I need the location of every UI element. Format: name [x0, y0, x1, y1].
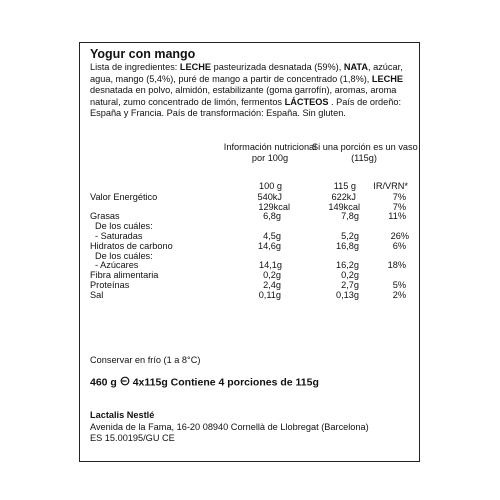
- product-title: Yogur con mango: [90, 47, 196, 61]
- ingredients-segment: pasteurizada desnatada (59%),: [211, 62, 344, 72]
- value-protein-ir: 5%: [392, 280, 406, 290]
- value-fat-ir: 11%: [388, 211, 406, 221]
- value-energy-kcal-100g: 129kcal: [258, 202, 290, 212]
- nutrition-header-portion: Si una porción es un vaso (115g): [312, 142, 418, 163]
- storage-instructions: Conservar en frío (1 a 8°C): [90, 355, 201, 365]
- value-carbs-portion: 16,8g: [336, 241, 359, 251]
- value-fat-100g: 6,8g: [263, 211, 281, 221]
- value-saturated-ir: 26%: [390, 231, 409, 241]
- value-sugars-ir: 18%: [387, 260, 406, 270]
- col-header-ir: IR/VRN*: [373, 181, 408, 191]
- ingredients-text: [90, 62, 415, 120]
- value-salt-ir: 2%: [392, 290, 406, 300]
- col-header-portion: 115 g: [333, 181, 356, 191]
- row-label-fibre: Fibra alimentaria: [90, 270, 159, 280]
- allergen-milk: LECHE: [179, 62, 212, 72]
- net-weight-line: [90, 376, 319, 389]
- value-fibre-100g: 0,2g: [263, 270, 281, 280]
- value-fibre-portion: 0,2g: [341, 270, 359, 280]
- row-label-carbs: Hidratos de carbono: [90, 241, 173, 251]
- value-saturated-100g: 4,5g: [263, 231, 281, 241]
- value-energy-kj-portion: 622kJ: [331, 192, 356, 202]
- row-label-energy: Valor Energético: [90, 192, 158, 202]
- value-sugars-100g: 14,1g: [259, 260, 282, 270]
- value-carbs-ir: 6%: [392, 241, 406, 251]
- col-header-100g: 100 g: [259, 181, 282, 191]
- value-energy-kj-ir: 7%: [392, 192, 406, 202]
- value-carbs-100g: 14,6g: [258, 241, 281, 251]
- portions-info: 4x115g Contiene 4 porciones de 115g: [132, 376, 319, 389]
- value-sugars-portion: 16,2g: [336, 260, 359, 270]
- value-energy-kcal-portion: 149kcal: [328, 202, 360, 212]
- ingredients-segment: desnatada en polvo, almidón, estabilizante (goma garrofín), aromas, aroma natural, zumo concentrado de limón, fermentos: [90, 85, 397, 107]
- ingredients-segment: Lista de ingredientes:: [90, 62, 180, 72]
- allergen-dairy: LÁCTEOS: [284, 96, 329, 107]
- value-salt-portion: 0,13g: [336, 290, 359, 300]
- row-label-carbs-of-which: De los cuáles:: [95, 251, 153, 261]
- ingredients-segment: . País de ordeño: España y Francia. País de transformación: España. Sin gluten.: [90, 96, 402, 119]
- value-protein-portion: 2,7g: [341, 280, 359, 290]
- manufacturer-address: Avenida de la Fama, 16-20 08940 Cornellà de Llobregat (Barcelona): [90, 422, 369, 432]
- value-protein-100g: 2,4g: [263, 280, 281, 290]
- value-energy-kcal-ir: 7%: [392, 202, 406, 212]
- ingredients-segment: , azúcar, agua, mango (5,4%), puré de mango a partir de concentrado (1,8%),: [90, 62, 403, 84]
- row-label-saturated: - Saturadas: [95, 231, 143, 241]
- nutrition-header-100g: Información nutricional por 100g: [223, 142, 317, 163]
- allergen-cream: NATA: [343, 62, 368, 72]
- value-saturated-portion: 5,2g: [341, 231, 359, 241]
- estimated-sign-icon: [120, 376, 130, 389]
- manufacturer-name: Lactalis Nestlé: [90, 410, 155, 420]
- allergen-milk: LECHE: [371, 73, 404, 84]
- row-label-protein: Proteínas: [90, 280, 130, 290]
- row-label-salt: Sal: [90, 290, 104, 300]
- row-label-fat: Grasas: [90, 211, 120, 221]
- net-weight: 460 g: [90, 376, 117, 389]
- value-fat-portion: 7,8g: [341, 211, 359, 221]
- value-energy-kj-100g: 540kJ: [257, 192, 282, 202]
- value-salt-100g: 0,11g: [258, 290, 281, 300]
- row-label-fat-of-which: De los cuáles:: [95, 221, 153, 231]
- health-registry: ES 15.00195/GU CE: [90, 433, 175, 443]
- row-label-sugars: - Azúcares: [95, 260, 139, 270]
